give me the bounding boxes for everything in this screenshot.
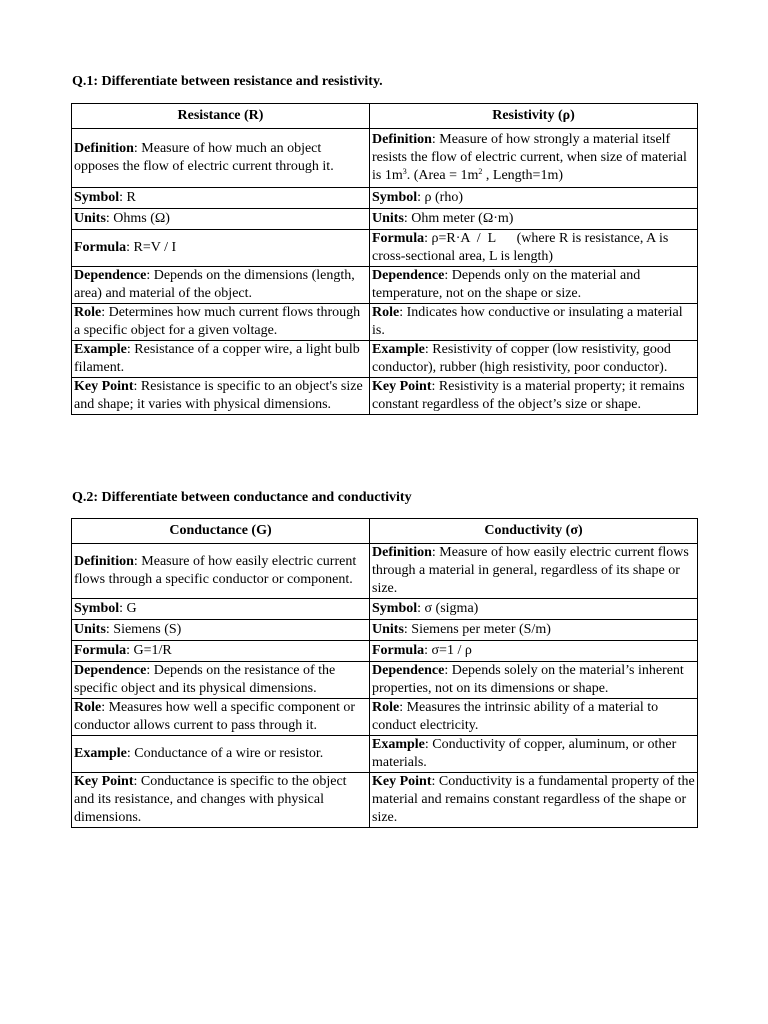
row-label: Units — [74, 211, 106, 226]
row-label: Dependence — [74, 268, 147, 283]
cell-text: : Measure of how strongly a material itself resists the flow of electric current, when size of material is 1m — [372, 132, 687, 183]
row-label: Role — [372, 305, 400, 320]
table-row — [72, 620, 698, 641]
table-row — [72, 209, 698, 230]
row-label: Formula — [74, 643, 127, 658]
row-label: Definition — [372, 545, 432, 560]
table-cell — [370, 304, 698, 341]
table-cell — [72, 620, 370, 641]
table-row — [72, 641, 698, 662]
row-label: Example — [372, 737, 425, 752]
table-cell — [72, 378, 370, 415]
cell-text: : Resistivity is a material property; it remains constant regardless of the object’s size or shape. — [372, 379, 685, 412]
table-cell — [72, 304, 370, 341]
table-cell — [370, 620, 698, 641]
cell-text: : Measures how well a specific component or conductor allows current to pass through it. — [74, 700, 356, 733]
cell-text: : Determines how much current flows through a specific object for a given voltage. — [74, 305, 361, 338]
table-cell — [370, 129, 698, 188]
cell-text: : G=1/R — [126, 643, 172, 658]
cell-text: : Measures the intrinsic ability of a material to conduct electricity. — [372, 700, 659, 733]
cell-text: : Measure of how much an object opposes the flow of electric current through it. — [74, 141, 334, 174]
table-row — [72, 129, 698, 188]
row-label: Formula — [74, 240, 127, 255]
table-cell — [72, 267, 370, 304]
cell-text: : Ohm meter (Ω·m) — [403, 211, 514, 226]
superscript: 2 — [478, 167, 483, 176]
question-1-heading: Q.1: Differentiate between resistance and resistivity. — [72, 74, 383, 89]
cell-text: : σ=1 / ρ — [424, 643, 472, 658]
column-header-resistivity: Resistivity (ρ) — [370, 104, 698, 129]
row-label: Formula — [372, 643, 425, 658]
table-row — [72, 773, 698, 828]
row-label: Example — [372, 342, 425, 357]
table-cell — [72, 188, 370, 209]
table-header-row — [72, 519, 698, 544]
row-label: Formula — [372, 231, 425, 246]
row-label: Key Point — [372, 774, 432, 789]
cell-text: : Conductance of a wire or resistor. — [126, 746, 324, 761]
column-header-resistance: Resistance (R) — [72, 104, 370, 129]
table-header-row — [72, 104, 698, 129]
table-cell — [370, 341, 698, 378]
row-label: Definition — [74, 554, 134, 569]
table-cell — [370, 209, 698, 230]
table-cell — [370, 773, 698, 828]
cell-text: . (Area = 1m — [406, 168, 479, 183]
table-cell — [72, 599, 370, 620]
cell-text: : Measure of how easily electric current flows through a material in general, regardless of its shape or size. — [372, 545, 689, 596]
cell-text: , Length=1m) — [482, 168, 563, 183]
table-cell — [370, 230, 698, 267]
row-label: Definition — [372, 132, 432, 147]
row-label: Symbol — [372, 601, 418, 616]
cell-text: : σ (sigma) — [417, 601, 479, 616]
table-cell — [72, 129, 370, 188]
table-cell — [72, 544, 370, 599]
table-cell — [72, 736, 370, 773]
row-label: Example — [74, 342, 127, 357]
superscript: 3 — [402, 167, 407, 176]
table-cell — [72, 230, 370, 267]
table-row — [72, 378, 698, 415]
cell-text: : Siemens (S) — [105, 622, 182, 637]
table-cell — [72, 209, 370, 230]
table-row — [72, 341, 698, 378]
table-cell — [370, 641, 698, 662]
table-row — [72, 544, 698, 599]
table-row — [72, 188, 698, 209]
table-row — [72, 267, 698, 304]
conductance-conductivity-table — [71, 518, 698, 828]
row-label: Role — [74, 700, 102, 715]
row-label: Dependence — [372, 268, 445, 283]
row-label: Symbol — [372, 190, 418, 205]
row-label: Symbol — [74, 190, 120, 205]
cell-text: : R — [119, 190, 136, 205]
row-label: Units — [372, 622, 404, 637]
table-cell — [370, 662, 698, 699]
table-row — [72, 599, 698, 620]
cell-text: : Measure of how easily electric current flows through a specific conductor or component. — [74, 554, 357, 587]
table-cell — [370, 699, 698, 736]
cell-text: : Resistivity of copper (low resistivity, good conductor), rubber (high resistivity, poor conductor). — [372, 342, 671, 375]
cell-text: : Indicates how conductive or insulating a material is. — [372, 305, 683, 338]
cell-text: : Depends on the resistance of the specific object and its physical dimensions. — [74, 663, 336, 696]
row-label: Key Point — [74, 379, 134, 394]
cell-text: : Siemens per meter (S/m) — [403, 622, 551, 637]
cell-text: : Depends only on the material and temperature, not on the shape or size. — [372, 268, 641, 301]
column-header-conductivity: Conductivity (σ) — [370, 519, 698, 544]
cell-text: : Conductivity is a fundamental property of the material and remains constant regardless of the shape or size. — [372, 774, 695, 825]
row-label: Role — [372, 700, 400, 715]
table-row — [72, 736, 698, 773]
table-cell — [72, 699, 370, 736]
row-label: Example — [74, 746, 127, 761]
cell-text: : Depends on the dimensions (length, area) and material of the object. — [74, 268, 355, 301]
table-cell — [72, 641, 370, 662]
table-cell — [72, 662, 370, 699]
column-header-conductance: Conductance (G) — [72, 519, 370, 544]
cell-text: : R=V / I — [126, 240, 177, 255]
cell-text: : Depends solely on the material’s inherent properties, not on its dimensions or shape. — [372, 663, 684, 696]
cell-text: : ρ (rho) — [417, 190, 463, 205]
cell-text: : Resistance is specific to an object's size and shape; it varies with physical dimensions. — [74, 379, 363, 412]
table-cell — [370, 736, 698, 773]
table-cell — [370, 544, 698, 599]
cell-text: : ρ=R·A / L (where R is resistance, A is cross-sectional area, L is length) — [372, 231, 672, 264]
resistance-resistivity-table — [71, 103, 698, 415]
cell-text: : Conductivity of copper, aluminum, or other materials. — [372, 737, 677, 770]
table-cell — [370, 188, 698, 209]
cell-text: : G — [119, 601, 137, 616]
row-label: Role — [74, 305, 102, 320]
row-label: Key Point — [372, 379, 432, 394]
row-label: Dependence — [372, 663, 445, 678]
table-cell — [72, 341, 370, 378]
cell-text: : Resistance of a copper wire, a light bulb filament. — [74, 342, 360, 375]
table-row — [72, 662, 698, 699]
table-cell — [370, 599, 698, 620]
row-label: Units — [74, 622, 106, 637]
table-cell — [370, 267, 698, 304]
row-label: Dependence — [74, 663, 147, 678]
table-cell — [72, 773, 370, 828]
question-2-heading: Q.2: Differentiate between conductance and conductivity — [72, 490, 412, 505]
row-label: Definition — [74, 141, 134, 156]
cell-text: : Ohms (Ω) — [105, 211, 170, 226]
row-label: Units — [372, 211, 404, 226]
cell-text: : Conductance is specific to the object and its resistance, and changes with physical dimensions. — [74, 774, 347, 825]
row-label: Key Point — [74, 774, 134, 789]
table-row — [72, 230, 698, 267]
row-label: Symbol — [74, 601, 120, 616]
table-cell — [370, 378, 698, 415]
table-row — [72, 699, 698, 736]
table-row — [72, 304, 698, 341]
